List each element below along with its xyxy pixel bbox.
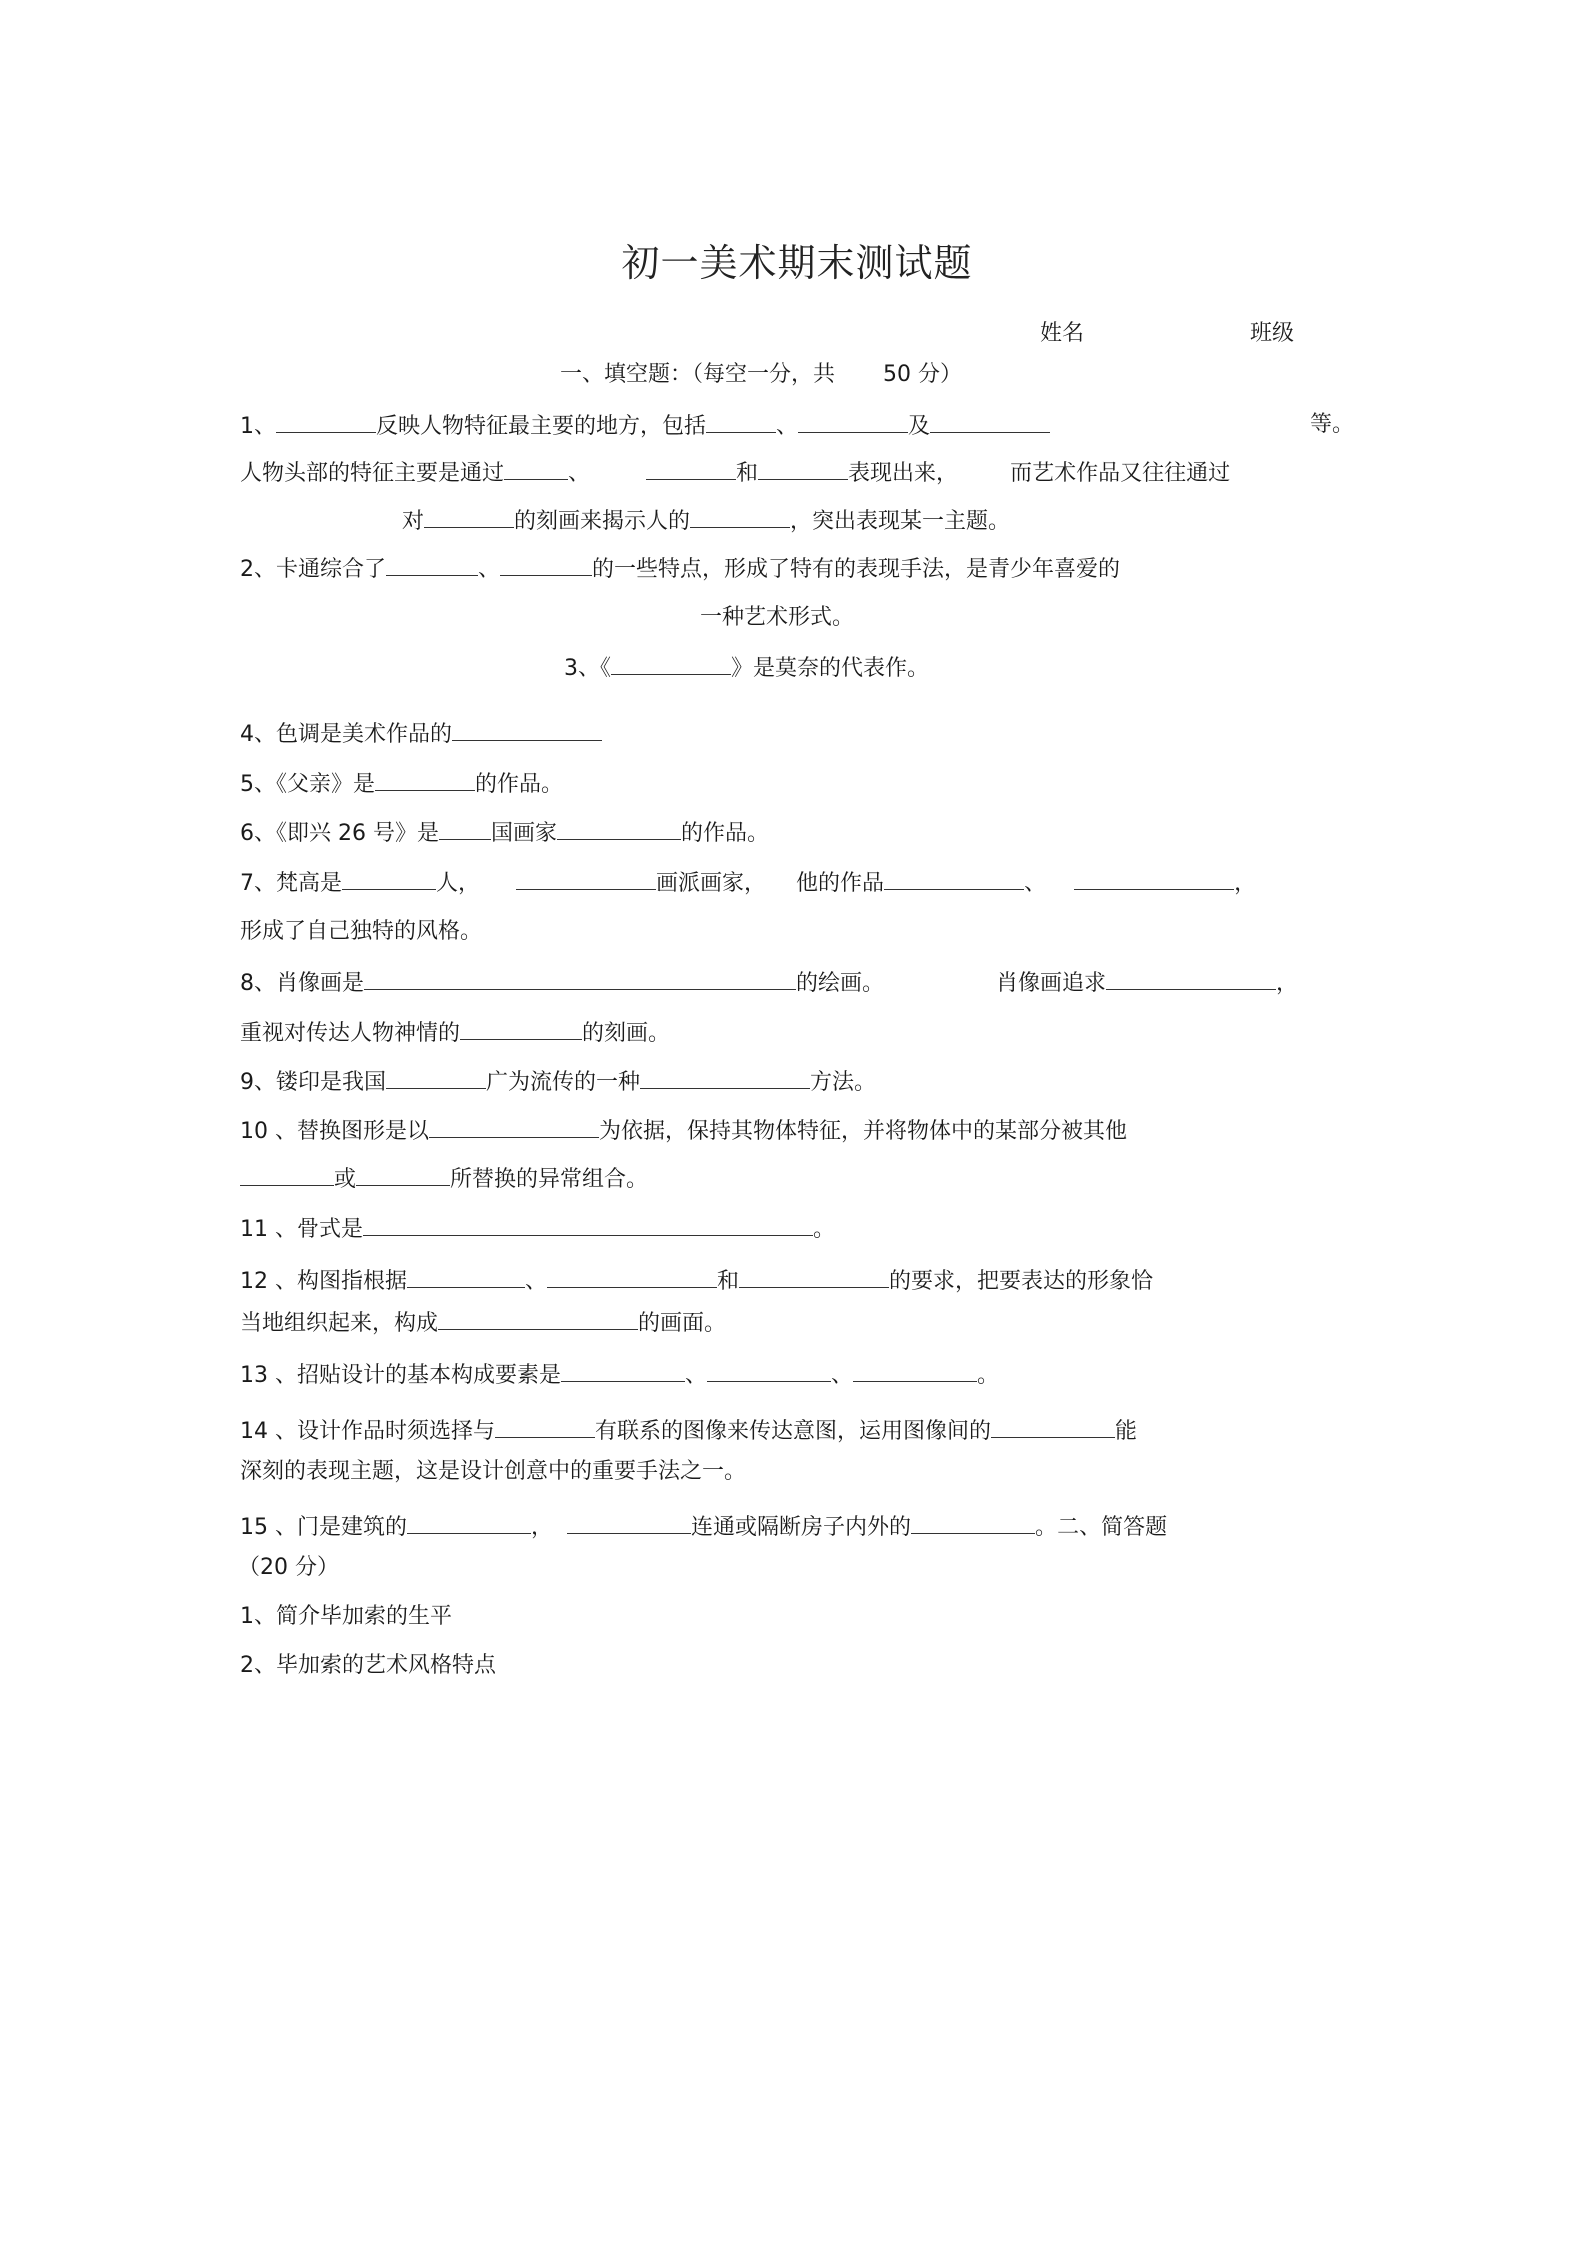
question-text: 表现出来， bbox=[848, 461, 959, 486]
question-text: 及 bbox=[908, 414, 931, 439]
question-text: 和 bbox=[717, 1269, 740, 1294]
blank[interactable] bbox=[429, 1115, 599, 1138]
blank[interactable] bbox=[798, 410, 908, 433]
question-text: 。 bbox=[1035, 1515, 1058, 1540]
question-text: 镂印是我国 bbox=[276, 1070, 387, 1095]
question-text: 的绘画。 bbox=[796, 971, 885, 996]
question-10-line-2 bbox=[240, 1163, 648, 1195]
blank[interactable] bbox=[561, 1359, 685, 1382]
blank[interactable] bbox=[707, 1359, 831, 1382]
short-answer-2 bbox=[240, 1651, 496, 1681]
question-text: 所替换的异常组合。 bbox=[450, 1167, 649, 1192]
blank[interactable] bbox=[1074, 867, 1234, 890]
question-text: 、 bbox=[831, 1363, 854, 1388]
blank[interactable] bbox=[439, 817, 491, 840]
question-text: 为依据，保持其物体特征，并将物体中的某部分被其他 bbox=[599, 1119, 1128, 1144]
question-13 bbox=[240, 1359, 999, 1391]
question-text: ， bbox=[531, 1515, 554, 1540]
name-label: 姓名 bbox=[1040, 321, 1085, 346]
question-number: 2、 bbox=[240, 1653, 276, 1678]
question-2-line-1 bbox=[240, 553, 1120, 585]
page-title: 初一美术期末测试题 bbox=[621, 241, 973, 285]
question-11 bbox=[240, 1213, 835, 1245]
section1-heading bbox=[560, 360, 962, 390]
question-text: 、 bbox=[568, 461, 591, 486]
question-text: 、 bbox=[776, 414, 799, 439]
blank[interactable] bbox=[424, 505, 514, 528]
blank[interactable] bbox=[646, 457, 736, 480]
blank[interactable] bbox=[991, 1415, 1115, 1438]
question-4 bbox=[240, 718, 602, 750]
question-number: 12 、 bbox=[240, 1269, 297, 1294]
blank[interactable] bbox=[758, 457, 848, 480]
question-text: 画派画家， bbox=[656, 871, 767, 896]
question-text: 肖像画追求 bbox=[996, 971, 1107, 996]
question-text: 门是建筑的 bbox=[297, 1515, 408, 1540]
blank[interactable] bbox=[739, 1265, 889, 1288]
blank[interactable] bbox=[611, 652, 731, 675]
blank[interactable] bbox=[547, 1265, 717, 1288]
question-12-line-1 bbox=[240, 1265, 1153, 1297]
blank[interactable] bbox=[930, 410, 1050, 433]
question-10-line-1 bbox=[240, 1115, 1127, 1147]
blank[interactable] bbox=[386, 553, 478, 576]
question-text: 卡通综合了 bbox=[276, 557, 387, 582]
class-label: 班级 bbox=[1250, 321, 1295, 346]
question-text: 梵高是 bbox=[276, 871, 343, 896]
blank[interactable] bbox=[640, 1066, 810, 1089]
question-text: 招贴设计的基本构成要素是 bbox=[297, 1363, 562, 1388]
question-1-end: 等。 bbox=[1310, 412, 1355, 437]
blank[interactable] bbox=[1106, 967, 1276, 990]
blank[interactable] bbox=[495, 1415, 595, 1438]
question-number: 6、 bbox=[240, 821, 276, 846]
question-text: 方法。 bbox=[810, 1070, 877, 1095]
question-7-line-1 bbox=[240, 867, 1256, 899]
blank[interactable] bbox=[276, 410, 376, 433]
blank[interactable] bbox=[500, 553, 592, 576]
question-2-line-2: 一种艺术形式。 bbox=[700, 605, 855, 630]
blank[interactable] bbox=[567, 1511, 691, 1534]
question-number: 1、 bbox=[240, 414, 276, 439]
question-number: 11 、 bbox=[240, 1217, 297, 1242]
question-text: 的作品。 bbox=[681, 821, 770, 846]
question-number: 3、 bbox=[564, 656, 600, 681]
question-text: 骨式是 bbox=[297, 1217, 364, 1242]
question-text: 色调是美术作品的 bbox=[276, 722, 453, 747]
blank[interactable] bbox=[690, 505, 790, 528]
question-text: 而艺术作品又往往通过 bbox=[1010, 461, 1231, 486]
blank[interactable] bbox=[240, 1163, 334, 1186]
question-3 bbox=[564, 652, 929, 684]
blank[interactable] bbox=[356, 1163, 450, 1186]
question-text: 反映人物特征最主要的地方，包括 bbox=[376, 414, 707, 439]
question-14-line-2: 深刻的表现主题，这是设计创意中的重要手法之一。 bbox=[240, 1459, 747, 1484]
question-number: 1、 bbox=[240, 1604, 276, 1629]
question-text: 广为流传的一种 bbox=[486, 1070, 641, 1095]
question-text: 的一些特点，形成了特有的表现手法，是青少年喜爱的 bbox=[592, 557, 1121, 582]
question-text: 肖像画是 bbox=[276, 971, 365, 996]
question-text: 毕加索的艺术风格特点 bbox=[276, 1653, 497, 1678]
question-text: 。 bbox=[977, 1363, 1000, 1388]
question-8-line-2 bbox=[240, 1017, 670, 1049]
section2-heading: 二、简答题 bbox=[1057, 1515, 1168, 1540]
question-text: 《父亲》是 bbox=[276, 772, 376, 797]
question-text: ， bbox=[1234, 871, 1257, 896]
question-6 bbox=[240, 817, 769, 849]
question-text: 人物头部的特征主要是通过 bbox=[240, 461, 505, 486]
question-text: 、 bbox=[525, 1269, 548, 1294]
question-text: 人， bbox=[436, 871, 481, 896]
question-number: 2、 bbox=[240, 557, 276, 582]
question-text: 的刻画。 bbox=[582, 1021, 671, 1046]
blank[interactable] bbox=[853, 1359, 977, 1382]
question-1-line-3 bbox=[402, 505, 1010, 537]
question-text: 》是莫奈的代表作。 bbox=[731, 656, 930, 681]
section1-heading-text: 一、填空题：（每空一分，共 bbox=[560, 362, 836, 387]
blank[interactable] bbox=[342, 867, 436, 890]
section1-points: 50 分） bbox=[883, 362, 963, 387]
question-number: 5、 bbox=[240, 772, 276, 797]
blank[interactable] bbox=[557, 817, 681, 840]
blank[interactable] bbox=[706, 410, 776, 433]
question-number: 9、 bbox=[240, 1070, 276, 1095]
blank[interactable] bbox=[386, 1066, 486, 1089]
question-text: 国画家 bbox=[490, 821, 557, 846]
question-text: 的刻画来揭示人的 bbox=[514, 509, 691, 534]
question-number: 8、 bbox=[240, 971, 276, 996]
blank[interactable] bbox=[460, 1017, 582, 1040]
question-number: 10 、 bbox=[240, 1119, 297, 1144]
question-1-line-1 bbox=[240, 410, 1050, 442]
question-text: 他的作品 bbox=[796, 871, 885, 896]
question-14-line-1 bbox=[240, 1415, 1137, 1447]
question-text: 连通或隔断房子内外的 bbox=[691, 1515, 912, 1540]
blank[interactable] bbox=[452, 718, 602, 741]
blank[interactable] bbox=[504, 457, 568, 480]
question-text: 的要求，把要表达的形象恰 bbox=[889, 1269, 1154, 1294]
question-text: 的作品。 bbox=[475, 772, 564, 797]
question-text: 。 bbox=[813, 1217, 836, 1242]
question-number: 4、 bbox=[240, 722, 276, 747]
question-9 bbox=[240, 1066, 876, 1098]
question-text: 、 bbox=[1024, 871, 1047, 896]
question-text: 当地组织起来，构成 bbox=[240, 1311, 439, 1336]
question-number: 7、 bbox=[240, 871, 276, 896]
question-text: 能 bbox=[1115, 1419, 1138, 1444]
question-text: 构图指根据 bbox=[297, 1269, 408, 1294]
question-7-line-2: 形成了自己独特的风格。 bbox=[240, 919, 483, 944]
blank[interactable] bbox=[363, 1213, 813, 1236]
question-text: 《即兴 26 号》是 bbox=[276, 821, 439, 846]
blank[interactable] bbox=[407, 1265, 525, 1288]
question-5 bbox=[240, 768, 563, 800]
question-text: 有联系的图像来传达意图，运用图像间的 bbox=[595, 1419, 992, 1444]
blank[interactable] bbox=[884, 867, 1024, 890]
section2-points: （20 分） bbox=[238, 1555, 339, 1580]
question-text: 、 bbox=[478, 557, 501, 582]
question-text: 、 bbox=[685, 1363, 708, 1388]
blank[interactable] bbox=[364, 967, 796, 990]
blank[interactable] bbox=[375, 768, 475, 791]
blank[interactable] bbox=[911, 1511, 1035, 1534]
question-text: 设计作品时须选择与 bbox=[297, 1419, 496, 1444]
blank[interactable] bbox=[516, 867, 656, 890]
question-text: ， bbox=[1276, 971, 1299, 996]
question-text: 简介毕加索的生平 bbox=[276, 1604, 453, 1629]
question-text: 或 bbox=[334, 1167, 357, 1192]
question-number: 14 、 bbox=[240, 1419, 297, 1444]
question-15 bbox=[240, 1511, 1167, 1543]
blank[interactable] bbox=[407, 1511, 531, 1534]
question-text: 的画面。 bbox=[638, 1311, 727, 1336]
question-number: 13 、 bbox=[240, 1363, 297, 1388]
question-text: ，突出表现某一主题。 bbox=[790, 509, 1011, 534]
question-text: 重视对传达人物神情的 bbox=[240, 1021, 461, 1046]
question-text: 对 bbox=[402, 509, 425, 534]
question-text: 《 bbox=[600, 656, 612, 681]
short-answer-1 bbox=[240, 1602, 452, 1632]
question-12-line-2 bbox=[240, 1307, 726, 1339]
question-text: 和 bbox=[736, 461, 759, 486]
question-text: 替换图形是以 bbox=[297, 1119, 430, 1144]
question-8-line-1 bbox=[240, 967, 1298, 999]
blank[interactable] bbox=[438, 1307, 638, 1330]
question-1-line-2 bbox=[240, 457, 1230, 489]
question-number: 15 、 bbox=[240, 1515, 297, 1540]
